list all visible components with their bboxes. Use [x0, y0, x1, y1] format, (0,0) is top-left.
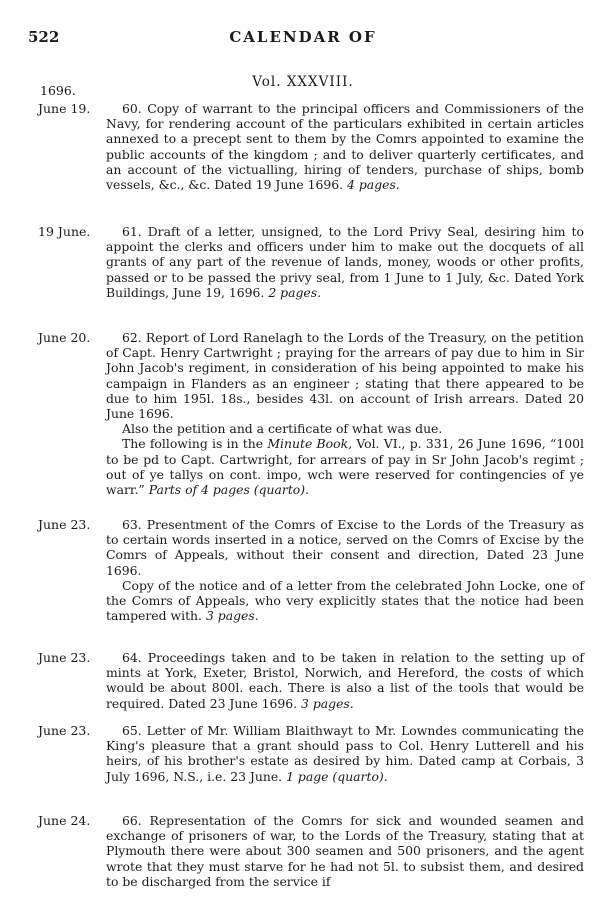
entry-body	[106, 517, 584, 623]
page-number: 522	[28, 28, 60, 46]
running-head: CALENDAR OF	[229, 28, 377, 46]
entry-pages: 3 pages.	[205, 608, 259, 624]
entry-text: 61. Draft of a letter, unsigned, to the Lord Privy Seal, desiring him to appoint the clerks and officers under him to make out the docquets of all grants of any part of the revenue of lands, money, woods or other profits, passed or to be passed the privy seal, from 1 June to 1 July, &c. Dated York Buildings, June 19, 1696.	[106, 224, 584, 300]
entry-body	[106, 330, 584, 497]
entry-date: June 23.	[38, 650, 91, 665]
entry-body	[106, 813, 584, 889]
entry-text: 60. Copy of warrant to the principal officers and Commissioners of the Navy, for rendering account of the particulars exhibited in certain articles annexed to a precept sent to them by the Comrs appointed to examine the public accounts of the kingdom ; and to deliver quarterly certificates, and an account of the victualling, hiring of tenders, purchase of ships, bomb vessels, &c., &c. Dated 19 June 1696.	[106, 101, 584, 193]
entry-text: Copy of the notice and of a letter from the celebrated John Locke, one of the Comrs of Appeals, who very explicitly states that the notice had been tampered with.	[106, 577, 584, 624]
entry-pages: 1 page (quarto).	[286, 768, 388, 784]
entry-text: 66. Representation of the Comrs for sick and wounded seamen and exchange of prisoners of war, to the Lords of the Treasury, stating that at Plymouth there were about 300 seamen and 500 prisoners, and the agent wrote that they must starve for he had not 5l. to subsist them, and desired to be discharged from the service if	[106, 813, 584, 889]
entry-date: June 23.	[38, 723, 91, 738]
entry-date: June 24.	[38, 813, 91, 828]
minute-book-ref: Minute Book,	[267, 436, 353, 452]
entry-date: June 23.	[38, 517, 91, 532]
entry-text: 64. Proceedings taken and to be taken in relation to the setting up of mints at York, Exeter, Bristol, Norwich, and Hereford, the costs of which would be about 800l. each. There is also a list of the tools that would be required. Dated 23 June 1696.	[106, 650, 584, 711]
entry-pages: 3 pages.	[301, 695, 354, 711]
entry-date: June 19.	[38, 101, 91, 116]
entry-pages: 4 pages.	[347, 177, 400, 193]
entry-date: 19 June.	[38, 224, 91, 239]
entry-text: 62. Report of Lord Ranelagh to the Lords of the Treasury, on the petition of Capt. Henry Cartwright ; praying for the arrears of pay due to him in Sir John Jacob's regiment, in consideration of his being appointed to make his campaign in Flanders as an engineer ; stating that there appeared to be due to him 195l. 18s., besides 43l. on account of Irish arrears. Dated 20 June 1696.	[106, 330, 584, 422]
entry-text: Also the petition and a certificate of what was due.	[122, 421, 443, 437]
page-header	[0, 22, 606, 52]
entry-body	[106, 224, 584, 300]
entry-text: 65. Letter of Mr. William Blaithwayt to Mr. Lowndes communicating the King's pleasure that a grant should pass to Col. Henry Lutterell and his heirs, of his brother's estate as desired by him. Dated camp at Corbais, 3 July 1696, N.S., i.e. 23 June.	[106, 723, 584, 784]
entry-body	[106, 650, 584, 711]
entry-body	[106, 101, 584, 192]
entry-date: June 20.	[38, 330, 91, 345]
minute-book-note: The following is in the Minute Book, Vol. VI., p. 331, 26 June 1696, “100l to be pd to Capt. Cartwright, for arrears of pay in Sr John Jacob's regimt ; out of ye tallys on cont. impo, wch were reserved for contingencies of ye warr.” Parts of 4 pages (quarto).	[106, 436, 584, 498]
entry-pages: 2 pages.	[268, 284, 322, 300]
entry-text: 63. Presentment of the Comrs of Excise to the Lords of the Treasury as to certain words inserted in a notice, served on the Comrs of Excise by the Comrs of Appeals, without their consent and direction, Dated 23 June 1696.	[106, 517, 584, 578]
year-label: 1696.	[40, 83, 76, 98]
entry-body	[106, 723, 584, 784]
entry-pages: Parts of 4 pages (quarto).	[148, 482, 310, 498]
volume-heading: Vol. XXXVIII.	[252, 74, 354, 90]
